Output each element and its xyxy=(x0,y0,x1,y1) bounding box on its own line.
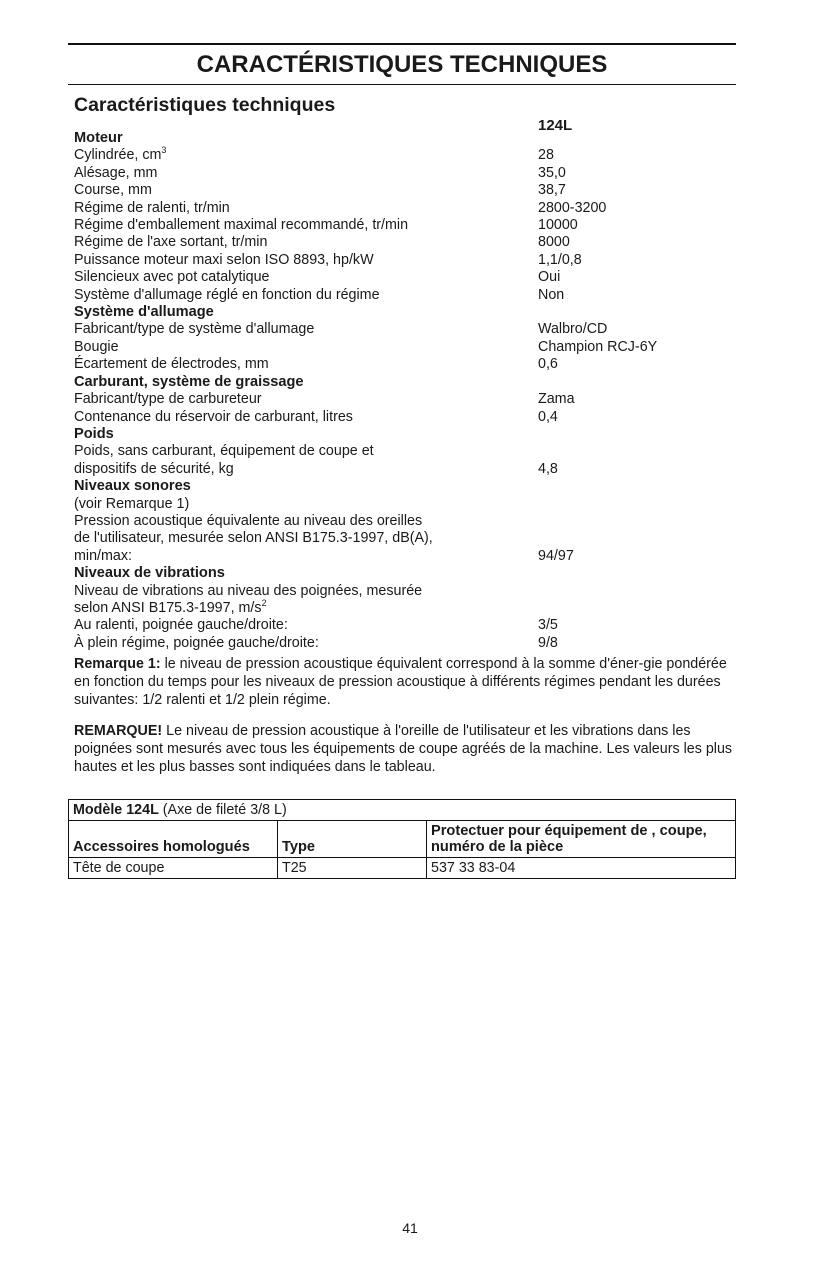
spec-label xyxy=(74,600,538,617)
spec-label xyxy=(74,391,538,408)
spec-label xyxy=(74,409,538,426)
spec-label xyxy=(74,182,538,199)
spec-row xyxy=(74,252,734,269)
spec-row xyxy=(74,182,734,199)
spec-group-heading: Système d'allumage xyxy=(74,304,214,321)
spec-label xyxy=(74,234,538,251)
spec-row xyxy=(74,530,734,547)
spec-label: dispositifs de sécurité, kg xyxy=(74,460,234,477)
spec-label-text: Bougie xyxy=(74,338,119,355)
col-header-part-number: Protectuer pour équipement de , coupe, numéro de la pièce xyxy=(427,821,736,858)
spec-value: 28 xyxy=(538,147,554,164)
spec-label-text: Écartement de électrodes, mm xyxy=(74,356,269,373)
spec-label-text: Régime de l'axe sortant, tr/min xyxy=(74,234,268,251)
spec-value: Oui xyxy=(538,269,561,286)
spec-value: 10000 xyxy=(538,217,578,234)
spec-label-text: Cylindrée, cm xyxy=(74,147,162,164)
spec-value: 3/5 xyxy=(538,617,558,634)
spec-row xyxy=(74,617,734,634)
table-cell: T25 xyxy=(278,858,427,879)
table-caption-model: Modèle 124L xyxy=(73,802,159,818)
unit-superscript: 3 xyxy=(161,145,167,156)
spec-label-text: Contenance du réservoir de carburant, litres xyxy=(74,408,353,425)
col-header-type: Type xyxy=(278,821,427,858)
spec-label xyxy=(74,635,538,652)
spec-group-heading: Niveaux sonores xyxy=(74,478,191,495)
note-remarque-1 xyxy=(74,656,734,709)
spec-label xyxy=(74,200,538,217)
spec-label xyxy=(74,356,538,373)
spec-row xyxy=(74,461,734,478)
spec-row xyxy=(74,583,734,600)
spec-value: 35,0 xyxy=(538,164,566,181)
note-lead: REMARQUE! xyxy=(74,723,163,740)
spec-label-text: À plein régime, poignée gauche/droite: xyxy=(74,634,319,651)
spec-group-heading: Niveaux de vibrations xyxy=(74,565,225,582)
spec-label: (voir Remarque 1) xyxy=(74,495,190,512)
spec-label-text: Fabricant/type de carbureteur xyxy=(74,391,262,408)
spec-row xyxy=(74,200,734,217)
table-cell: 537 33 83-04 xyxy=(427,858,736,879)
accessories-table xyxy=(68,799,736,879)
spec-label xyxy=(74,252,538,269)
page-number: 41 xyxy=(402,1220,418,1236)
page-title: CARACTÉRISTIQUES TECHNIQUES xyxy=(68,43,736,85)
spec-label xyxy=(74,339,538,356)
spec-label: Poids, sans carburant, équipement de coupe et xyxy=(74,443,374,460)
table-cell: Tête de coupe xyxy=(69,858,278,879)
spec-value: Walbro/CD xyxy=(538,321,608,338)
table-caption-detail: (Axe de fileté 3/8 L) xyxy=(158,802,287,818)
spec-row xyxy=(74,321,734,338)
spec-row xyxy=(74,165,734,182)
spec-row xyxy=(74,147,734,164)
spec-value: 38,7 xyxy=(538,182,566,199)
spec-value: Champion RCJ-6Y xyxy=(538,338,658,355)
spec-label xyxy=(74,147,538,164)
spec-label xyxy=(74,617,538,634)
spec-group-heading: Carburant, système de graissage xyxy=(74,373,304,390)
spec-label: de l'utilisateur, mesurée selon ANSI B175.3-1997, dB(A), xyxy=(74,530,433,547)
spec-label-text: Régime de ralenti, tr/min xyxy=(74,199,230,216)
spec-value: 94/97 xyxy=(538,547,574,564)
spec-value: Zama xyxy=(538,391,575,408)
spec-value: 9/8 xyxy=(538,634,558,651)
spec-row xyxy=(74,391,734,408)
spec-label-text: Au ralenti, poignée gauche/droite: xyxy=(74,617,288,634)
spec-label-text: Fabricant/type de système d'allumage xyxy=(74,321,315,338)
section-title: Caractéristiques techniques xyxy=(74,94,336,116)
spec-label-text: selon ANSI B175.3-1997, m/s xyxy=(74,599,262,616)
spec-row xyxy=(74,548,734,565)
spec-row xyxy=(74,496,734,513)
note-lead: Remarque 1: xyxy=(74,656,161,672)
spec-list xyxy=(74,130,734,652)
spec-label xyxy=(74,217,538,234)
table-row xyxy=(69,858,736,879)
spec-value: Non xyxy=(538,286,565,303)
spec-row xyxy=(74,217,734,234)
spec-label-text: Silencieux avec pot catalytique xyxy=(74,269,270,286)
spec-row xyxy=(74,635,734,652)
spec-value: 4,8 xyxy=(538,460,558,477)
spec-value: 0,4 xyxy=(538,408,558,425)
spec-label-text: Système d'allumage réglé en fonction du régime xyxy=(74,286,380,303)
spec-label: min/max: xyxy=(74,547,132,564)
spec-label xyxy=(74,269,538,286)
spec-label xyxy=(74,287,538,304)
model-header: 124L xyxy=(538,117,573,134)
table-header-row xyxy=(69,821,736,858)
spec-row xyxy=(74,234,734,251)
spec-label-text: Régime d'emballement maximal recommandé, tr/min xyxy=(74,217,409,234)
spec-label: Niveau de vibrations au niveau des poignées, mesurée xyxy=(74,582,423,599)
spec-label: Pression acoustique équivalente au niveau des oreilles xyxy=(74,512,423,529)
spec-label-text: Course, mm xyxy=(74,182,152,199)
spec-row xyxy=(74,356,734,373)
note-text: le niveau de pression acoustique équivalent correspond à la somme d'éner-gie pondérée en fonction du temps pour les niveaux de pression acoustique à différents régimes pendant les durées suivantes: 1/2 ralenti et 1/2 plein régime. xyxy=(74,656,727,708)
spec-label xyxy=(74,165,538,182)
spec-label-text: Alésage, mm xyxy=(74,164,158,181)
spec-label-text: Puissance moteur maxi selon ISO 8893, hp/kW xyxy=(74,251,374,268)
spec-group-heading: Poids xyxy=(74,425,114,442)
note-text: Le niveau de pression acoustique à l'oreille de l'utilisateur et les vibrations dans les poignées sont mesurés avec tous les équipements de coupe agréés de la machine. Les valeurs les plus hautes et les plus basses sont indiquées dans le tableau. xyxy=(74,723,733,775)
spec-value: 8000 xyxy=(538,234,570,251)
notes xyxy=(74,656,734,791)
unit-superscript: 2 xyxy=(261,598,267,609)
spec-row xyxy=(74,409,734,426)
spec-row xyxy=(74,339,734,356)
spec-group-heading: Moteur xyxy=(74,130,123,146)
spec-row xyxy=(74,269,734,286)
spec-value: 1,1/0,8 xyxy=(538,251,582,268)
col-header-accessories: Accessoires homologués xyxy=(69,821,278,858)
spec-value: 2800-3200 xyxy=(538,199,607,216)
table-caption xyxy=(69,800,736,821)
spec-value: 0,6 xyxy=(538,356,558,373)
spec-row xyxy=(74,600,734,617)
spec-row xyxy=(74,513,734,530)
note-remarque-2 xyxy=(74,723,734,776)
spec-row xyxy=(74,443,734,460)
spec-label xyxy=(74,321,538,338)
spec-row xyxy=(74,287,734,304)
